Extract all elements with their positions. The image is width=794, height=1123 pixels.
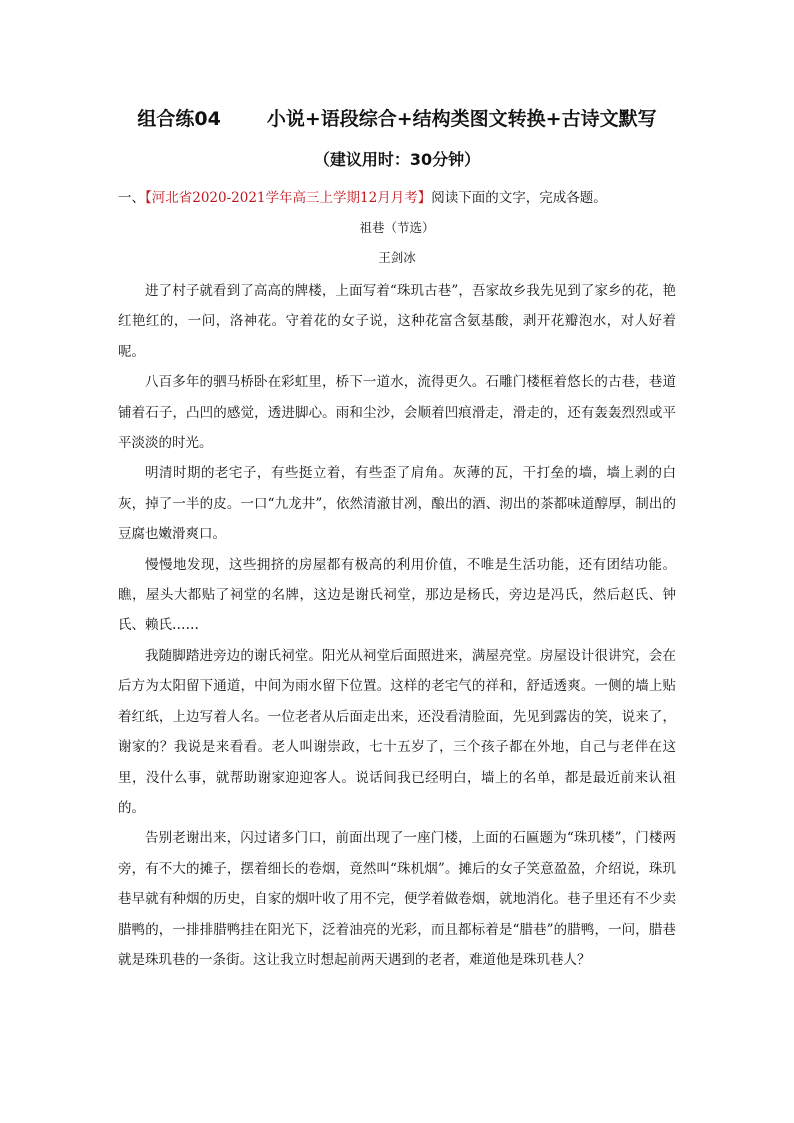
question-number: 一、	[118, 190, 145, 206]
question-header	[118, 186, 607, 206]
passage-paragraph: 告别老谢出来，闪过诸多门口，前面出现了一座门楼，上面的石匾题为“珠玑楼”，门楼两旁，有不大的摊子，摆着细长的卷烟，竟然叫“珠机烟”。摊后的女子笑意盈盈，介绍说，珠玑巷早就有种烟的历史，自家的烟叶收了用不完，便学着做卷烟，就地消化。巷子里还有不少卖腊鸭的，一排排腊鸭挂在阳光下，泛着油亮的光彩，而且都标着是“腊巷”的腊鸭，一问，腊巷就是珠玑巷的一条街。这让我立时想起前两天遇到的老者，难道他是珠玑巷人？	[118, 830, 676, 968]
source-bracket-open: 【	[145, 190, 152, 206]
passage-title: 祖巷（节选）	[359, 220, 435, 235]
passage-paragraph: 明清时期的老宅子，有些挺立着，有些歪了肩角。灰薄的瓦，干打垒的墙，墙上剥的白灰，掉了一半的皮。一口“九龙井”，依然清澈甘冽，酿出的酒、沏出的茶都味道醇厚，制出的豆腐也嫩滑爽口。	[118, 465, 676, 543]
page-title	[0, 104, 794, 131]
passage-paragraph: 我随脚踏进旁边的谢氏祠堂。阳光从祠堂后面照进来，满屋亮堂。房屋设计很讲究，会在后方为太阳留下通道，中间为雨水留下位置。这样的老宅气的祥和，舒适透爽。一侧的墙上贴着红纸，上边写着人名。一位老者从后面走出来，还没看清脸面，先见到露齿的笑，说来了，谢家的？我说是来看看。老人叫谢崇政，七十五岁了，三个孩子都在外地，自己与老伴在这里，没什么事，就帮助谢家迎迎客人。说话间我已经明白，墙上的名单，都是最近前来认祖的。	[118, 647, 676, 816]
question-source: 河北省2020-2021学年高三上学期12月月考	[151, 190, 418, 206]
passage-body	[118, 276, 676, 975]
source-bracket-close: 】	[417, 190, 432, 206]
passage-paragraph: 八百多年的驷马桥卧在彩虹里，桥下一道水，流得更久。石雕门楼框着悠长的古巷，巷道铺着石子，凸凹的感觉，透进脚心。雨和尘沙，会顺着凹痕滑走，滑走的，还有轰轰烈烈或平平淡淡的时光。	[118, 374, 676, 452]
question-instruction: 阅读下面的文字，完成各题。	[431, 190, 607, 206]
title-right: 小说+语段综合+结构类图文转换+古诗文默写	[266, 108, 657, 130]
passage-paragraph: 进了村子就看到了高高的牌楼，上面写着“珠玑古巷”，吾家故乡我先见到了家乡的花，艳红艳红的，一问，洛神花。守着花的女子说，这种花富含氨基酸，剥开花瓣泡水，对人好着呢。	[118, 283, 676, 360]
passage-paragraph: 慢慢地发现，这些拥挤的房屋都有极高的利用价值，不唯是生活功能，还有团结功能。瞧，屋头大都贴了祠堂的名牌，这边是谢氏祠堂，那边是杨氏，旁边是冯氏，然后赵氏、钟氏、赖氏……	[118, 556, 676, 634]
title-left: 组合练04	[137, 108, 221, 130]
passage-author: 王剑冰	[378, 250, 416, 265]
page-subtitle: （建议用时：30分钟）	[313, 150, 481, 169]
